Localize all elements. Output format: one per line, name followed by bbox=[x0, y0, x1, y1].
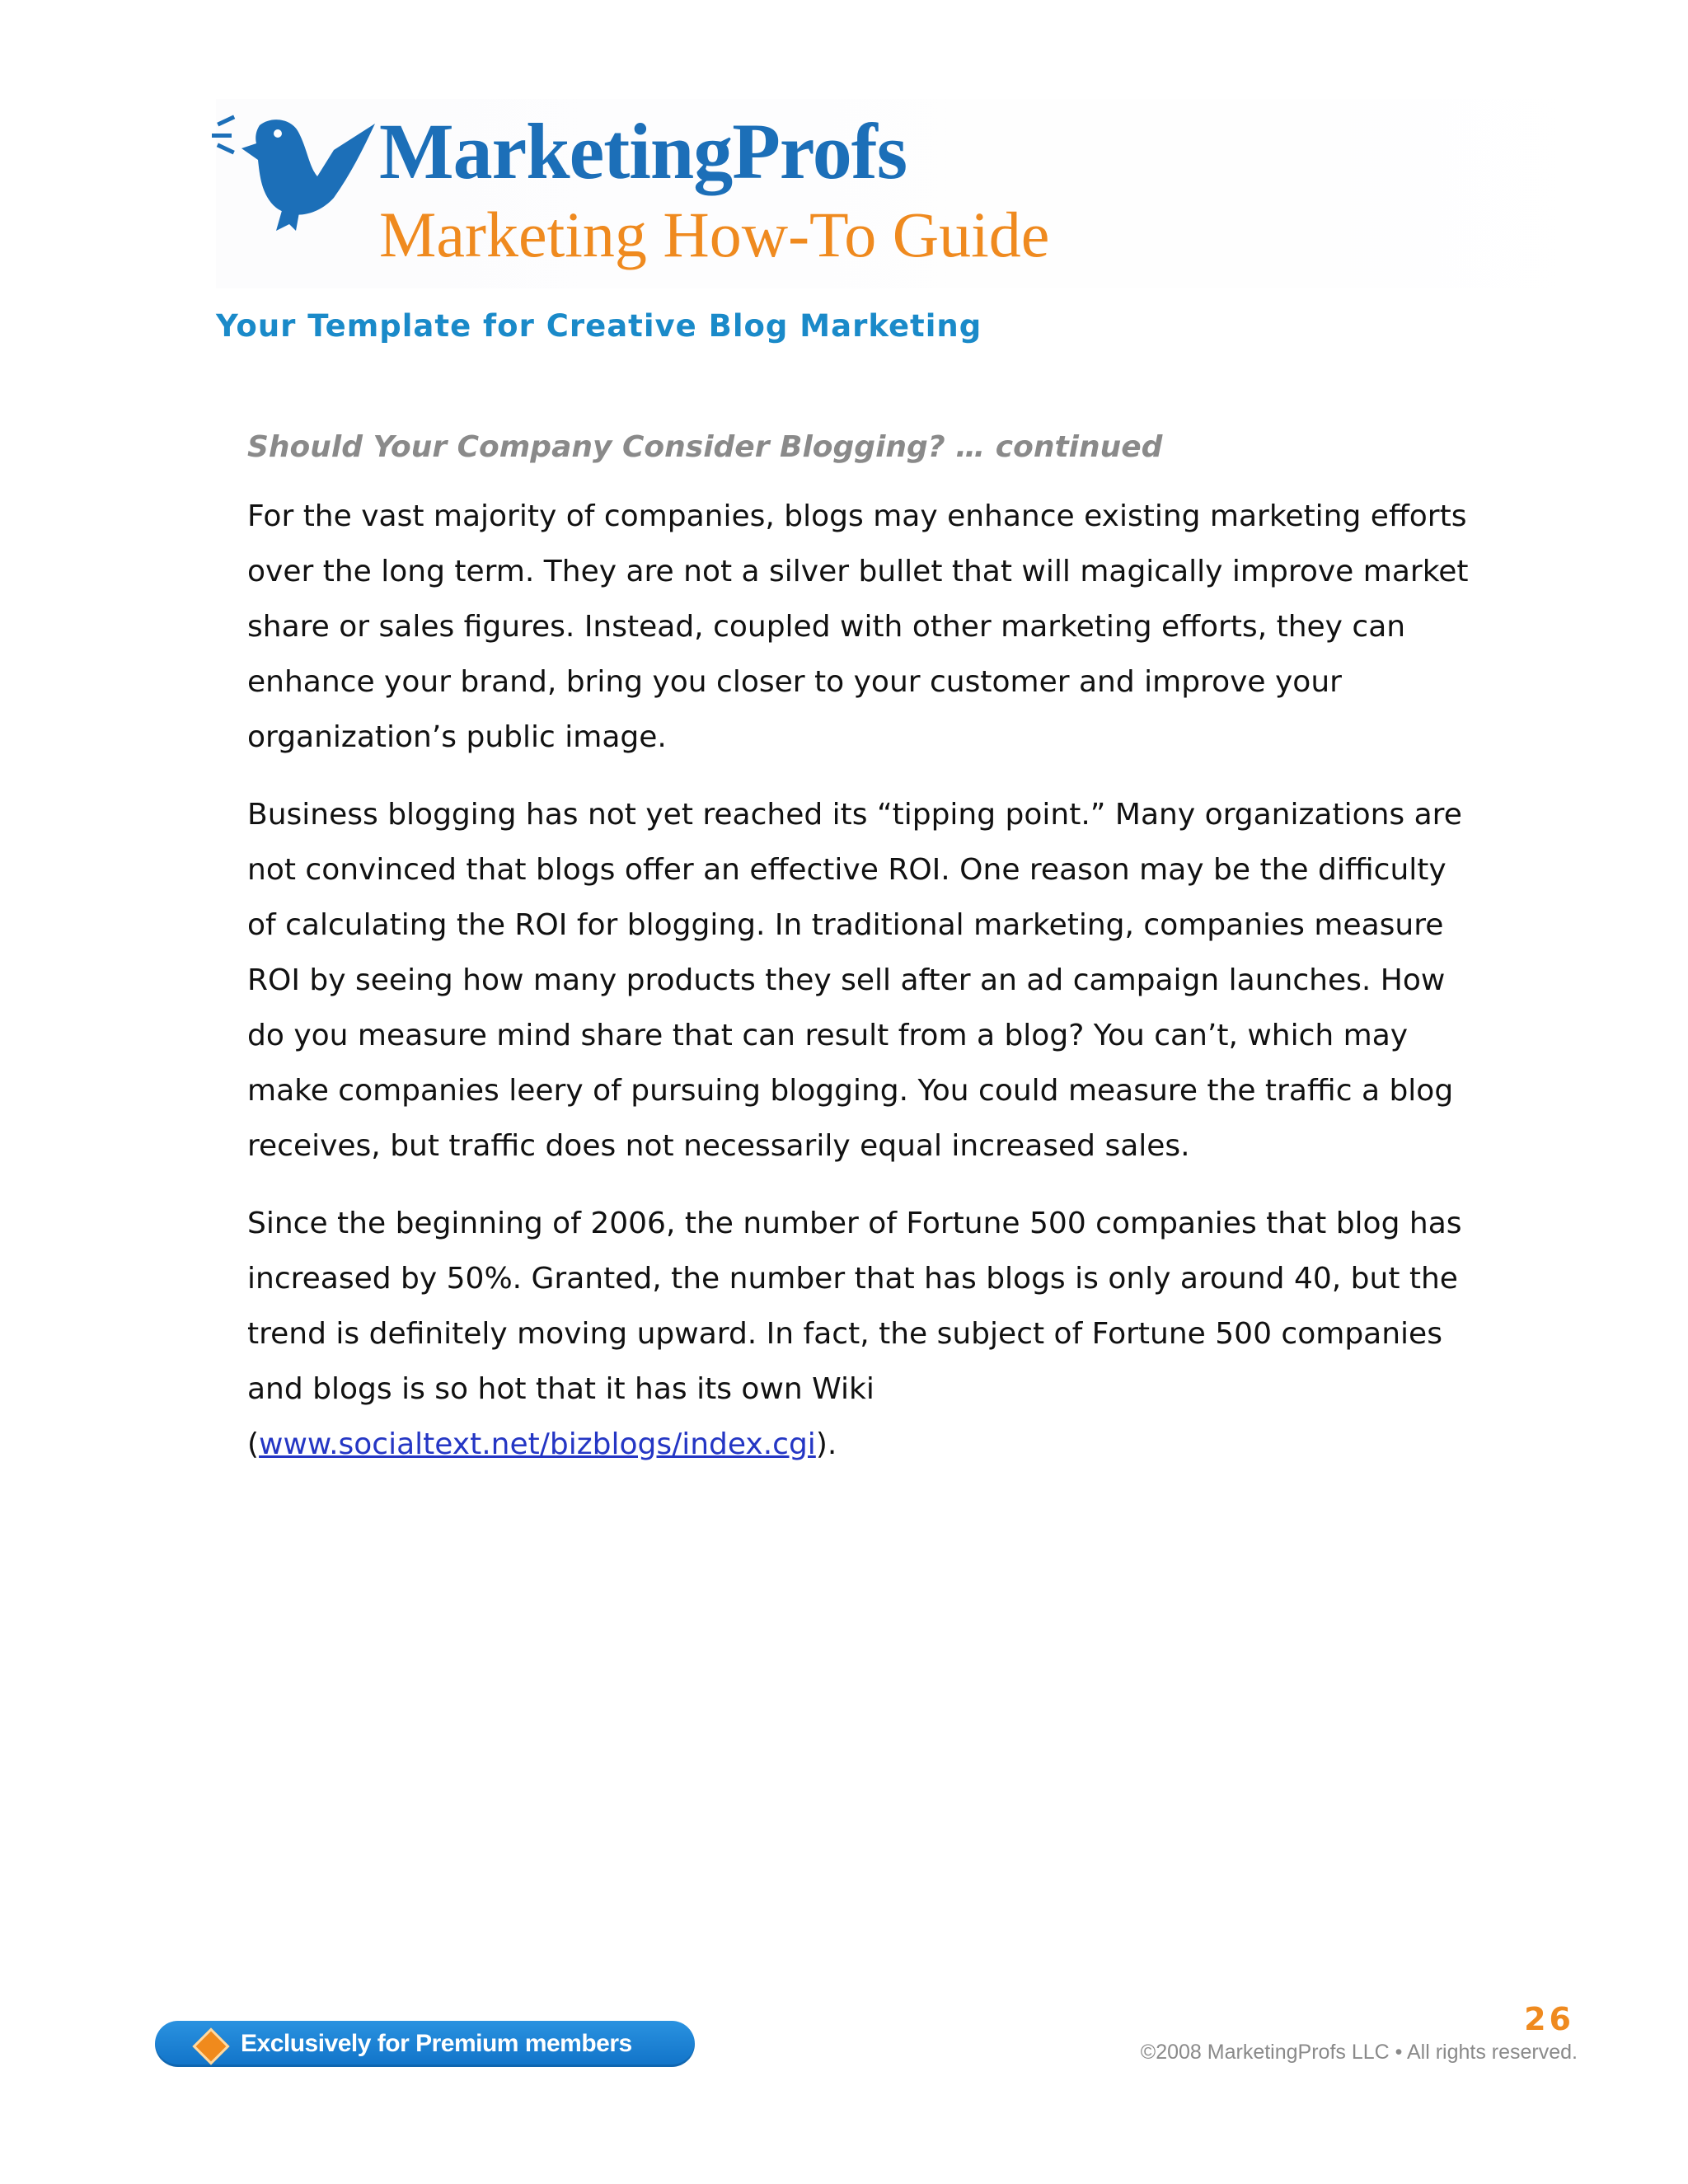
copyright-notice: ©2008 MarketingProfs LLC • All rights reserved. bbox=[1140, 2041, 1578, 2064]
link-open-paren: ( bbox=[247, 1427, 260, 1461]
paragraph bbox=[247, 1196, 1484, 1472]
document-subtitle: Your Template for Creative Blog Marketing bbox=[216, 308, 982, 344]
wiki-link[interactable]: www.socialtext.net/bizblogs/index.cgi bbox=[259, 1427, 816, 1461]
section-heading: Should Your Company Consider Blogging? … continued bbox=[247, 430, 1163, 464]
page-number: 26 bbox=[1524, 2001, 1574, 2037]
bird-icon bbox=[210, 101, 383, 232]
link-close-paren: ). bbox=[815, 1427, 837, 1461]
premium-members-badge bbox=[155, 2021, 695, 2067]
badge-label: Exclusively for Premium members bbox=[241, 2030, 632, 2057]
paragraph: Business blogging has not yet reached its “tipping point.” Many organizations are not convinced that blogs offer an effective ROI. One reason may be the difficulty of calculating the ROI for blogging. In traditional marketing, companies measure ROI by seeing how many products they sell after an ad campaign launches. How do you measure mind share that can result from a blog? You can’t, which may make companies leery of pursuing blogging. You could measure the traffic a blog receives, but traffic does not necessarily equal increased sales. bbox=[247, 798, 1462, 1163]
marketingprofs-logo bbox=[210, 101, 1117, 282]
paragraph-text: Since the beginning of 2006, the number of Fortune 500 companies that blog has increased by 50%. Granted, the number that has blogs is only around 40, but the trend is definitely moving upward. In fact, the subject of Fortune 500 companies and blogs is so hot that it has its own Wiki bbox=[247, 1207, 1462, 1406]
main-content bbox=[247, 430, 1484, 1494]
guide-title: Marketing How-To Guide bbox=[379, 199, 1050, 270]
paragraph: For the vast majority of companies, blogs may enhance existing marketing efforts over the long term. They are not a silver bullet that will magically improve market share or sales figures. Instead, coupled with other marketing efforts, they can enhance your brand, bring you closer to your customer and improve your organization’s public image. bbox=[247, 499, 1469, 754]
brand-name: MarketingProfs bbox=[379, 107, 907, 195]
diamond-icon bbox=[192, 2027, 229, 2064]
